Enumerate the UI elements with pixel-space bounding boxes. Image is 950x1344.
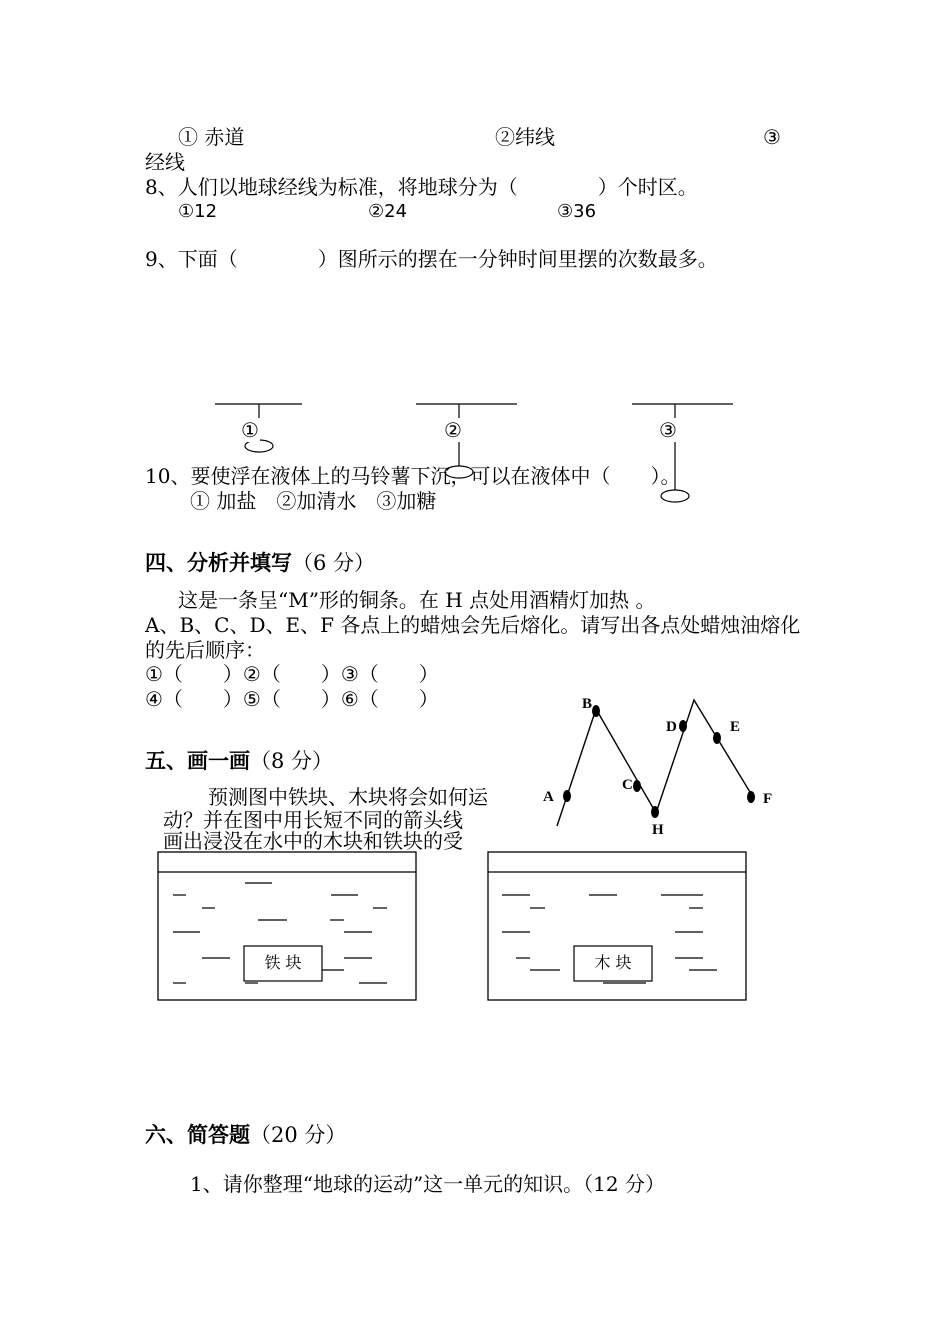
section-5-title: 五、画一画 <box>145 748 250 773</box>
water-tank-wood <box>488 852 746 1000</box>
q8-option-1: ①12 <box>178 201 218 222</box>
section-4-points: （6 分） <box>292 551 376 575</box>
point-h <box>651 806 659 818</box>
section-4-blanks-1: ①（ ）②（ ）③（ ） <box>145 662 439 686</box>
question-8: 8、人们以地球经线为标准，将地球分为（ ）个时区。 <box>145 175 698 199</box>
section-6-points: （20 分） <box>250 1123 347 1147</box>
section-5-line-3: 画出浸没在水中的木块和铁块的受 <box>163 829 463 851</box>
wood-block-label: 木 块 <box>594 953 632 972</box>
m-shaped-copper-strip <box>543 696 772 838</box>
section-6-heading <box>145 1122 346 1148</box>
q7-option-1: ① 赤道 <box>178 125 245 149</box>
question-9: 9、下面（ ）图所示的摆在一分钟时间里摆的次数最多。 <box>145 247 718 271</box>
q7-option-3: ③ <box>763 125 781 149</box>
pendulum-3-label: ③ <box>659 418 677 442</box>
label-a: A <box>543 789 554 805</box>
section-4-heading <box>145 550 375 576</box>
label-e: E <box>730 719 741 735</box>
pendulum-bob <box>661 490 689 502</box>
q8-option-3: ③36 <box>557 201 597 222</box>
section-4-line-1: 这是一条呈“M”形的铜条。在 H 点处用酒精灯加热 。 <box>178 588 656 612</box>
section-6-title: 六、简答题 <box>145 1122 250 1147</box>
point-b-candle <box>592 705 600 717</box>
label-h: H <box>652 822 664 838</box>
q7-option-2: ②纬线 <box>495 125 555 149</box>
label-d: D <box>666 719 677 735</box>
section-5-points: （8 分） <box>250 749 334 773</box>
q10-options: ① 加盐 ②加清水 ③加糖 <box>190 489 437 513</box>
section-4-blanks-2: ④（ ）⑤（ ）⑥（ ） <box>145 687 439 711</box>
point-f-candle <box>747 791 755 803</box>
point-a-candle <box>563 790 571 802</box>
label-b: B <box>582 696 593 712</box>
pendulum-1-label: ① <box>241 418 259 442</box>
question-10: 10、要使浮在液体上的马铃薯下沉，可以在液体中（ ）。 <box>145 464 681 488</box>
q7-option-3-wrap: 经线 <box>145 150 185 174</box>
section-5-line-1: 预测图中铁块、木块将会如何运 <box>208 785 488 809</box>
point-c-candle <box>633 780 641 792</box>
section-4-line-2: A、B、C、D、E、F 各点上的蜡烛会先后熔化。请写出各点处蜡烛油熔化 <box>145 613 801 637</box>
iron-block-label: 铁 块 <box>264 953 302 972</box>
pendulum-2-label: ② <box>444 418 462 442</box>
water-tank-iron <box>158 852 416 1000</box>
point-d-candle <box>679 720 687 732</box>
section-4-line-3: 的先后顺序： <box>145 638 265 662</box>
q8-option-2: ②24 <box>368 201 408 222</box>
label-f: F <box>763 791 773 807</box>
point-e-candle <box>713 732 721 744</box>
section-6-question-1: 1、请你整理“地球的运动”这一单元的知识。（12 分） <box>190 1172 665 1196</box>
section-5-heading <box>145 748 333 774</box>
section-4-title: 四、分析并填写 <box>145 550 292 575</box>
label-c: C <box>622 777 633 793</box>
section-5-line-2: 动？并在图中用长短不同的箭头线 <box>163 808 463 832</box>
